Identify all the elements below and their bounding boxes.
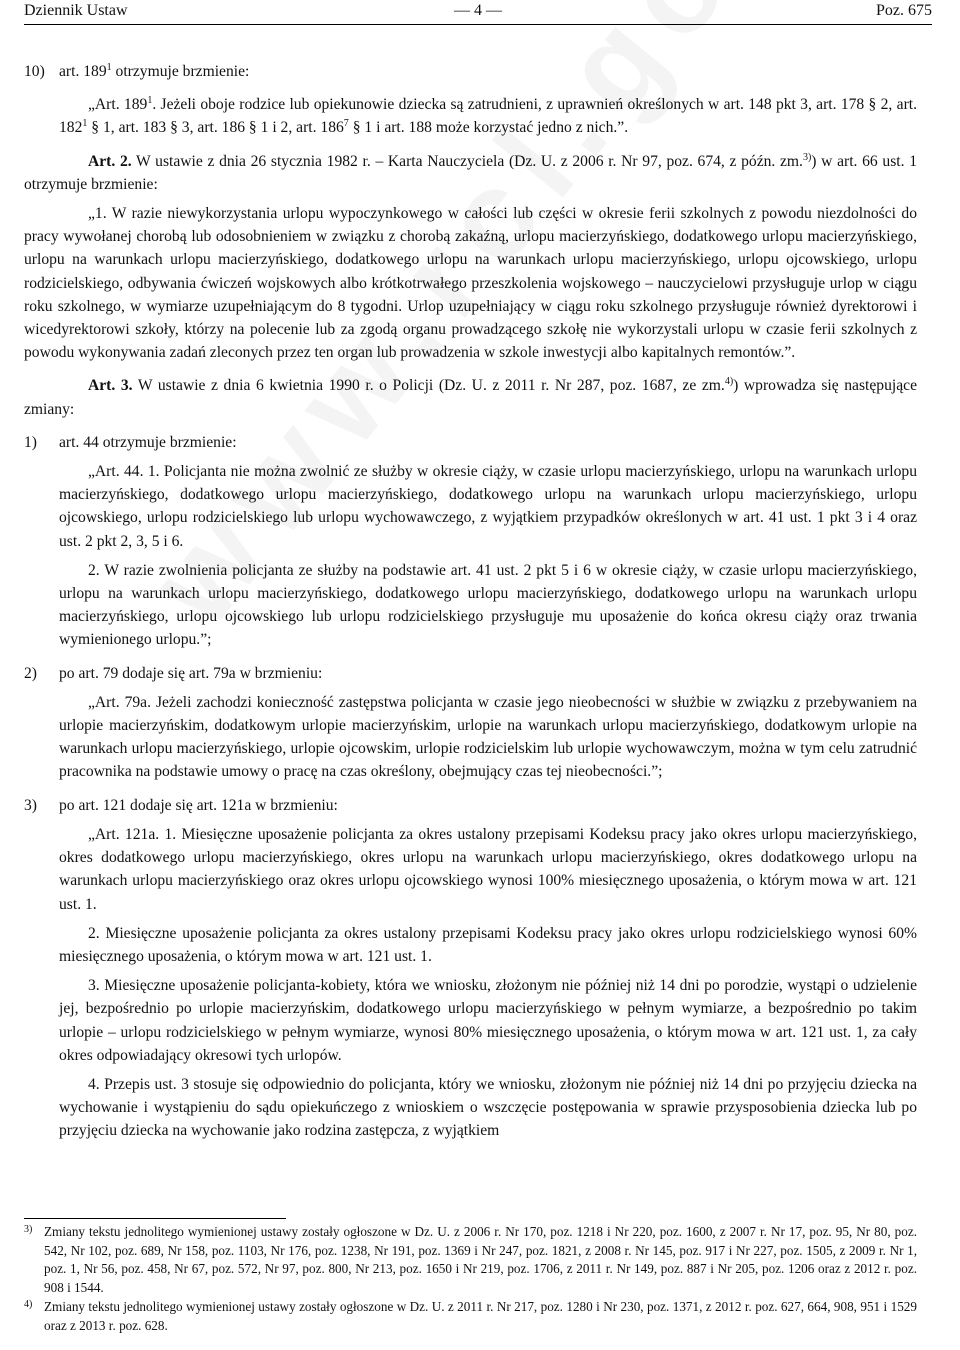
superscript: 1 [106, 62, 112, 73]
superscript: 1 [82, 118, 88, 130]
paragraph: „Art. 121a. 1. Miesięczne uposażenie policjanta za okres ustalony przepisami Kodeksu pracy jako okres urlopu macierzyńskiego, okres dodatkowego urlopu macierzyńskiego, okres urlopu na warunkach urlopu macierzyńskiego, okres dodatkowego urlopu na warunkach urlopu macierzyńskiego oraz okres urlopu ojcowskiego wynosi 100% miesięcznego uposażenia, o którym mowa w art. 121 ust. 1. [59, 825, 917, 913]
amendment-list [24, 431, 917, 1143]
journal-name: Dziennik Ustaw [24, 2, 128, 19]
quoted-provision [24, 823, 917, 1143]
text-run: ) wprowadza się następujące zmiany: [24, 377, 917, 418]
item-text: art. 189 [59, 63, 107, 80]
page-header [24, 0, 932, 25]
article-label: Art. 3. [88, 377, 133, 395]
amendment-item-10 [24, 60, 917, 83]
item-number: 2) [24, 664, 37, 682]
paragraph: „Art. 44. 1. Policjanta nie można zwolnić ze służby w okresie ciąży, w czasie urlopu macierzyńskiego, urlopu na warunkach urlopu macierzyńskiego, dodatkowego urlopu macierzyńskiego, dodatkowego urlopu na warunkach urlopu macierzyńskiego, urlopu ojcowskiego, urlopu rodzicielskiego lub urlopu wychowawczego, z wyjątkiem przypadków określonych w art. 41 ust. 1 pkt 3 i 4 oraz ust. 2 pkt 2, 3, 5 i 6. [59, 463, 917, 550]
footnote-ref: 4) [724, 376, 734, 388]
footnote [24, 1298, 917, 1335]
footnotes [24, 1218, 917, 1337]
footnote-text: Zmiany tekstu jednolitego wymienionej ustawy zostały ogłoszone w Dz. U. z 2006 r. Nr 170, poz. 1218 i Nr 220, poz. 1600, z 2007 r. Nr 17, poz. 95, Nr 80, poz. 542, Nr 102, poz. 689, Nr 158, poz. 1103, Nr 176, poz. 1238, Nr 191, poz. 1369 i Nr 247, poz. 1821, z 2008 r. Nr 145, poz. 917 i Nr 227, poz. 1505, z 2009 r. Nr 1, poz. 1, Nr 56, poz. 458, Nr 67, poz. 572, Nr 97, poz. 800, Nr 213, poz. 1650 i Nr 219, poz. 1706, z 2011 r. Nr 149, poz. 887 i Nr 205, poz. 1206 oraz z 2012 r. poz. 908 i 1544. [44, 1224, 917, 1295]
amendment-item [24, 662, 917, 685]
text-run: . Jeżeli oboje rodzice lub opiekunowie dziecka są zatrudnieni, z uprawnień określonych w art. 148 pkt 3, art. 178 § 2, art. 182 [59, 96, 917, 137]
text-run: W ustawie z dnia 26 stycznia 1982 r. – Karta Nauczyciela (Dz. U. z 2006 r. Nr 97, poz. 674, z późn. zm. [131, 152, 803, 170]
footnote [24, 1223, 917, 1297]
text-run: ) w art. 66 ust. 1 otrzymuje brzmienie: [24, 152, 917, 193]
amendment-item [24, 431, 917, 454]
text-run: W ustawie z dnia 6 kwietnia 1990 r. o Policji (Dz. U. z 2011 r. Nr 287, poz. 1687, ze zm. [132, 377, 725, 395]
paragraph: 3. Miesięczne uposażenie policjanta-kobiety, która we wniosku, złożonym nie później niż 14 dni po porodzie, wystąpi o udzielenie jej, bezpośrednio po urlopie macierzyńskim, dodatkowego urlopu macierzyńskiego w pełnym wymiarze, a bezpośrednio po takim urlopie – urlopu rodzicielskiego w pełnym wymiarze, wynosi 80% miesięcznego uposażenia, o którym mowa w art. 121 ust. 1, za cały okres odpowiadający okresowi tych urlopów. [59, 977, 917, 1064]
item-text: art. 44 otrzymuje brzmienie: [59, 433, 237, 451]
paragraph: „Art. 79a. Jeżeli zachodzi konieczność zastępstwa policjanta w czasie jego nieobecności w służbie w związku z przebywaniem na urlopie macierzyńskim, dodatkowym urlopie macierzyńskim, urlopie na warunkach urlopu macierzyńskiego, dodatkowym urlopie na warunkach urlopu macierzyńskiego, urlopie ojcowskim, urlopie rodzicielskim lub urlopie wychowawczym, można w tym celu zatrudnić pracownika na podstawie umowy o pracę na czas określony, obejmujący czas tej nieobecności.”; [59, 693, 917, 781]
page-number: — 4 — [454, 2, 502, 19]
footnote-ref: 3) [802, 151, 812, 163]
article-label: Art. 2. [88, 152, 132, 170]
text-run: „Art. 189 [88, 96, 148, 114]
paragraph: 2. Miesięczne uposażenie policjanta za okres ustalony przepisami Kodeksu pracy jako okres urlopu rodzicielskiego wynosi 60% miesięcznego uposażenia, o którym mowa w art. 121 ust. 1. [59, 924, 917, 965]
quoted-provision [24, 691, 917, 784]
item-number: 1) [24, 433, 37, 451]
paragraph [59, 93, 917, 139]
superscript: 1 [147, 95, 153, 107]
item-text: po art. 121 dodaje się art. 121a w brzmieniu: [59, 796, 338, 814]
footnote-mark: 4) [24, 1299, 33, 1311]
position-number: Poz. 675 [876, 2, 932, 19]
quoted-article-189 [24, 93, 917, 139]
article-2 [24, 150, 917, 196]
superscript: 7 [343, 118, 349, 130]
item-text: po art. 79 dodaje się art. 79a w brzmieniu: [59, 664, 323, 682]
quoted-article-66: „1. W razie niewykorzystania urlopu wypoczynkowego w całości lub części w okresie ferii szkolnych z powodu niezdolności do pracy wywołanej chorobą lub odosobnieniem w związku z chorobą zakaźną, urlopu macierzyńskiego, dodatkowego urlopu macierzyńskiego, urlopu na warunkach urlopu macierzyńskiego, dodatkowego urlopu na warunkach urlopu macierzyńskiego, urlopu ojcowskiego, urlopu rodzicielskiego, odbywania ćwiczeń wojskowych albo krótkotrwałego przeszkolenia wojskowego – nauczycielowi przysługuje urlop w ciągu roku szkolnego, w wymiarze uzupełniającym do 8 tygodni. Urlop uzupełniający w ciągu roku szkolnego przysługuje również dyrektorowi i wicedyrektorowi szkoły, którzy na polecenie lub za zgodą organu prowadzącego szkołę nie wykorzystali urlopu w czasie ferii szkolnych z powodu wykonywania zadań zleconych przez ten organ lub prowadzenia w szkole inwestycji albo kapitalnych remontów.”. [24, 205, 917, 362]
paragraph: 2. W razie zwolnienia policjanta ze służby na podstawie art. 41 ust. 2 pkt 5 i 6 w okresie ciąży, w czasie urlopu macierzyńskiego, urlopu na warunkach urlopu macierzyńskiego, dodatkowego urlopu macierzyńskiego, dodatkowego urlopu na warunkach urlopu macierzyńskiego, urlopu ojcowskiego lub urlopu rodzicielskiego przysługuje mu uposażenie do końca okresu ciąży oraz trwania wymienionego urlopu.”; [59, 561, 917, 649]
text-run: § 1, art. 183 § 3, art. 186 § 1 i 2, art. 186 [87, 119, 344, 137]
footnote-list [24, 1223, 917, 1336]
item-number: 3) [24, 796, 37, 814]
item-number: 10) [24, 63, 45, 80]
article-3 [24, 374, 917, 420]
document-body [24, 60, 917, 1143]
footnote-mark: 3) [24, 1224, 33, 1235]
text-run: § 1 i art. 188 może korzystać jedno z nich.”. [348, 119, 629, 137]
amendment-item [24, 794, 917, 817]
quoted-provision [24, 460, 917, 652]
footnote-text: Zmiany tekstu jednolitego wymienionej ustawy zostały ogłoszone w Dz. U. z 2011 r. Nr 217, poz. 1280 i Nr 230, poz. 1371, z 2012 r. poz. 627, 664, 908, 951 i 1529 oraz z 2013 r. poz. 628. [44, 1299, 917, 1333]
paragraph: 4. Przepis ust. 3 stosuje się odpowiednio do policjanta, który we wniosku, złożonym nie później niż 14 dni po przyjęciu dziecka na wychowanie i wystąpieniu do sądu opiekuńczego z wnioskiem o wszczęcie postępowania w sprawie przysposobienia dziecka lub po przyjęciu dziecka na wychowanie jako rodzina zastępcza, z wyjątkiem [59, 1075, 917, 1140]
footnote-rule [24, 1218, 286, 1219]
item-text: otrzymuje brzmienie: [111, 63, 250, 80]
